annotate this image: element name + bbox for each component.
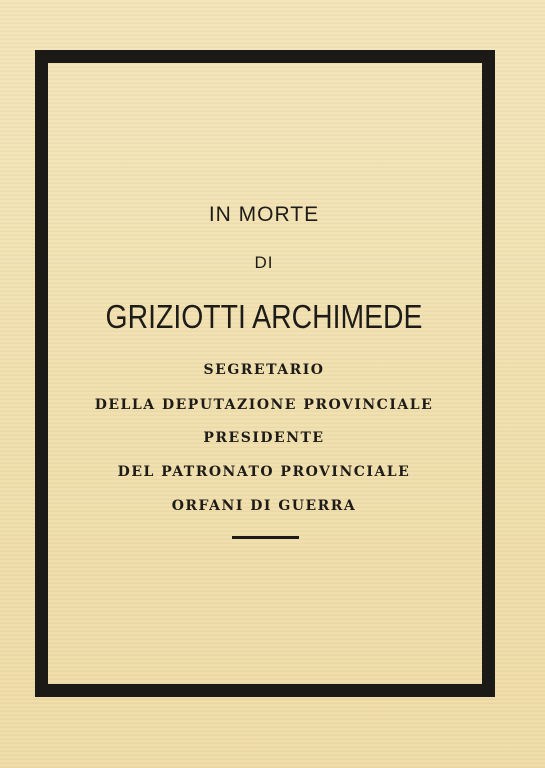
preposition-di: DI [254, 253, 274, 272]
heading-in-morte: IN MORTE [208, 203, 320, 226]
title-line-2: DELLA DEPUTAZIONE PROVINCIALE [94, 397, 434, 413]
title-line-1: SEGRETARIO [203, 362, 325, 378]
deceased-name: GRIZIOTTI ARCHIMEDE [105, 298, 423, 335]
title-line-3: PRESIDENTE [203, 430, 325, 446]
closing-rule-divider [232, 536, 299, 539]
title-line-5: ORFANI DI GUERRA [171, 498, 357, 514]
title-line-4: DEL PATRONATO PROVINCIALE [117, 464, 411, 480]
